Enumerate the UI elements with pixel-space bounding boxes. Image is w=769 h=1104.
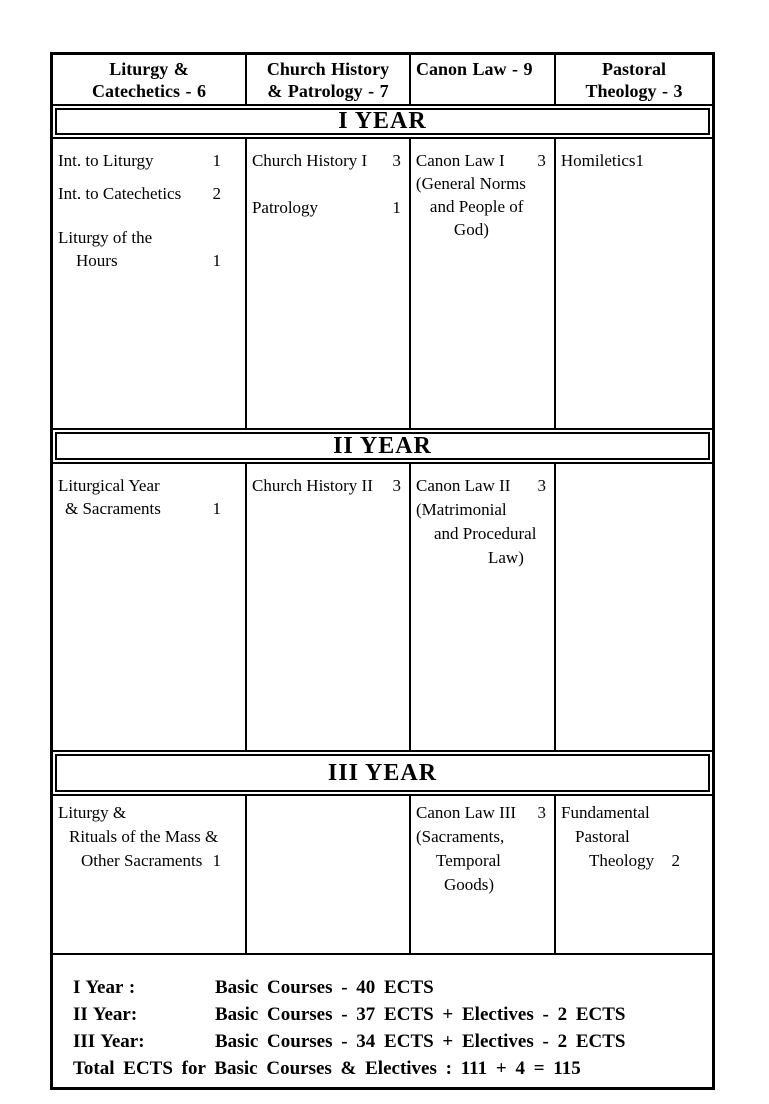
course-name: & Sacraments xyxy=(65,499,161,518)
course-credit: 3 xyxy=(537,803,546,822)
column-header-canon-law xyxy=(411,55,556,104)
course-cell-y1-liturgy xyxy=(53,139,247,428)
summary-text: Basic Courses - 34 ECTS + Electives - 2 ECTS xyxy=(215,1031,626,1052)
course-name: Canon Law II xyxy=(416,476,511,495)
course-credit: 3 xyxy=(392,151,401,170)
course-line xyxy=(58,825,237,849)
course-cell-y3-canon-law xyxy=(411,796,556,953)
year-banner-label: II YEAR xyxy=(333,432,432,459)
course-line xyxy=(416,195,546,218)
course-name: Pastoral xyxy=(575,827,630,846)
course-name: and People of xyxy=(429,197,524,216)
summary-row-year-2 xyxy=(73,1001,706,1028)
summary-text: Basic Courses - 37 ECTS + Electives - 2 ECTS xyxy=(215,1004,626,1025)
course-name: Liturgy & xyxy=(58,803,127,822)
column-header-row xyxy=(53,55,712,106)
year-banner-label: III YEAR xyxy=(327,759,438,786)
course-line xyxy=(58,226,237,249)
summary-label: II Year: xyxy=(73,1004,138,1025)
course-cell-y3-liturgy xyxy=(53,796,247,953)
course-cell-y2-church-history xyxy=(247,464,411,750)
column-header-liturgy-catechetics xyxy=(53,55,247,104)
course-line xyxy=(416,172,546,195)
course-line xyxy=(58,249,237,272)
year-banner-label: I YEAR xyxy=(338,108,427,134)
course-credit: 1 xyxy=(212,151,221,170)
course-name: Canon Law III xyxy=(416,803,517,822)
header-line: Catechetics - 6 xyxy=(92,81,206,101)
course-name: Int. to Liturgy xyxy=(58,151,154,170)
course-line xyxy=(58,801,237,825)
course-credit: 1 xyxy=(212,251,221,270)
course-line xyxy=(416,825,546,849)
course-line xyxy=(252,474,401,497)
course-line xyxy=(561,149,704,172)
year-1-row xyxy=(53,137,712,430)
course-cell-y3-pastoral xyxy=(556,796,712,953)
course-cell-y2-pastoral xyxy=(556,464,712,750)
course-line xyxy=(416,546,546,570)
summary-row-year-3 xyxy=(73,1028,706,1055)
course-name: Liturgical Year xyxy=(58,476,160,495)
year-banner-1 xyxy=(55,108,710,135)
summary-total: Total ECTS for Basic Courses & Electives : 111 + 4 = 115 xyxy=(73,1058,581,1079)
course-name: and Procedural xyxy=(434,524,537,543)
course-credit: 3 xyxy=(537,151,546,170)
curriculum-table xyxy=(50,52,715,1090)
course-credit: 1 xyxy=(212,851,221,870)
course-line xyxy=(416,873,546,897)
course-line xyxy=(252,149,401,172)
course-name: Church History II xyxy=(252,476,373,495)
course-line xyxy=(416,849,546,873)
course-credit: 3 xyxy=(537,476,546,495)
course-line xyxy=(58,474,237,497)
course-credit: 3 xyxy=(392,476,401,495)
course-cell-y3-church-history xyxy=(247,796,411,953)
course-line xyxy=(416,149,546,172)
year-2-row xyxy=(53,462,712,752)
course-name: Goods) xyxy=(444,875,495,894)
column-header-pastoral-theology xyxy=(556,55,712,104)
header-line: Theology - 3 xyxy=(585,81,683,101)
course-line xyxy=(58,849,237,873)
course-credit: 2 xyxy=(212,184,221,203)
column-header-church-history-patrology xyxy=(247,55,411,104)
course-name: Temporal xyxy=(436,851,501,870)
course-name: Law) xyxy=(488,548,524,567)
course-cell-y2-liturgy xyxy=(53,464,247,750)
course-name: (Sacraments, xyxy=(416,827,505,846)
course-name: (Matrimonial xyxy=(416,500,507,519)
course-cell-y2-canon-law xyxy=(411,464,556,750)
course-line xyxy=(252,196,401,219)
course-name: Liturgy of the xyxy=(58,228,153,247)
course-line xyxy=(416,474,546,498)
course-credit: 2 xyxy=(671,851,680,870)
course-name: Homiletics xyxy=(560,151,636,170)
summary-text: Basic Courses - 40 ECTS xyxy=(215,977,434,998)
course-credit: 1 xyxy=(392,198,401,217)
course-name: Hours xyxy=(76,251,118,270)
course-line xyxy=(58,149,237,172)
summary-row-year-1 xyxy=(73,974,706,1001)
course-name: God) xyxy=(453,220,489,239)
course-line xyxy=(416,801,546,825)
course-name: Patrology xyxy=(251,198,319,217)
year-banner-3 xyxy=(55,754,710,792)
course-line xyxy=(416,498,546,522)
course-name: (General Norms xyxy=(415,174,526,193)
course-cell-y1-pastoral xyxy=(556,139,712,428)
course-line xyxy=(58,497,237,520)
course-cell-y1-canon-law xyxy=(411,139,556,428)
course-line xyxy=(561,849,704,873)
header-line: Pastoral xyxy=(602,59,666,79)
summary-label: I Year : xyxy=(73,977,136,998)
course-name: Int. to Catechetics xyxy=(58,184,182,203)
course-line xyxy=(561,801,704,825)
course-line xyxy=(416,522,546,546)
course-cell-y1-church-history xyxy=(247,139,411,428)
course-name: Other Sacraments xyxy=(81,851,203,870)
course-name: Rituals of the Mass & xyxy=(69,827,219,846)
year-3-row xyxy=(53,794,712,955)
course-line xyxy=(561,825,704,849)
header-line: Liturgy & xyxy=(109,59,189,79)
course-name: Canon Law I xyxy=(415,151,505,170)
course-name: Theology xyxy=(589,851,655,870)
course-credit: 1 xyxy=(635,151,644,170)
header-line: & Patrology - 7 xyxy=(267,81,389,101)
course-name: Church History I xyxy=(251,151,368,170)
header-line: Church History xyxy=(266,59,390,79)
summary-label: III Year: xyxy=(73,1031,145,1052)
year-banner-2 xyxy=(55,432,710,460)
header-line: Canon Law - 9 xyxy=(416,59,533,79)
course-line xyxy=(58,182,237,205)
summary-footer xyxy=(53,955,712,1087)
course-name: Fundamental xyxy=(561,803,650,822)
course-line xyxy=(416,218,546,241)
course-credit: 1 xyxy=(212,499,221,518)
